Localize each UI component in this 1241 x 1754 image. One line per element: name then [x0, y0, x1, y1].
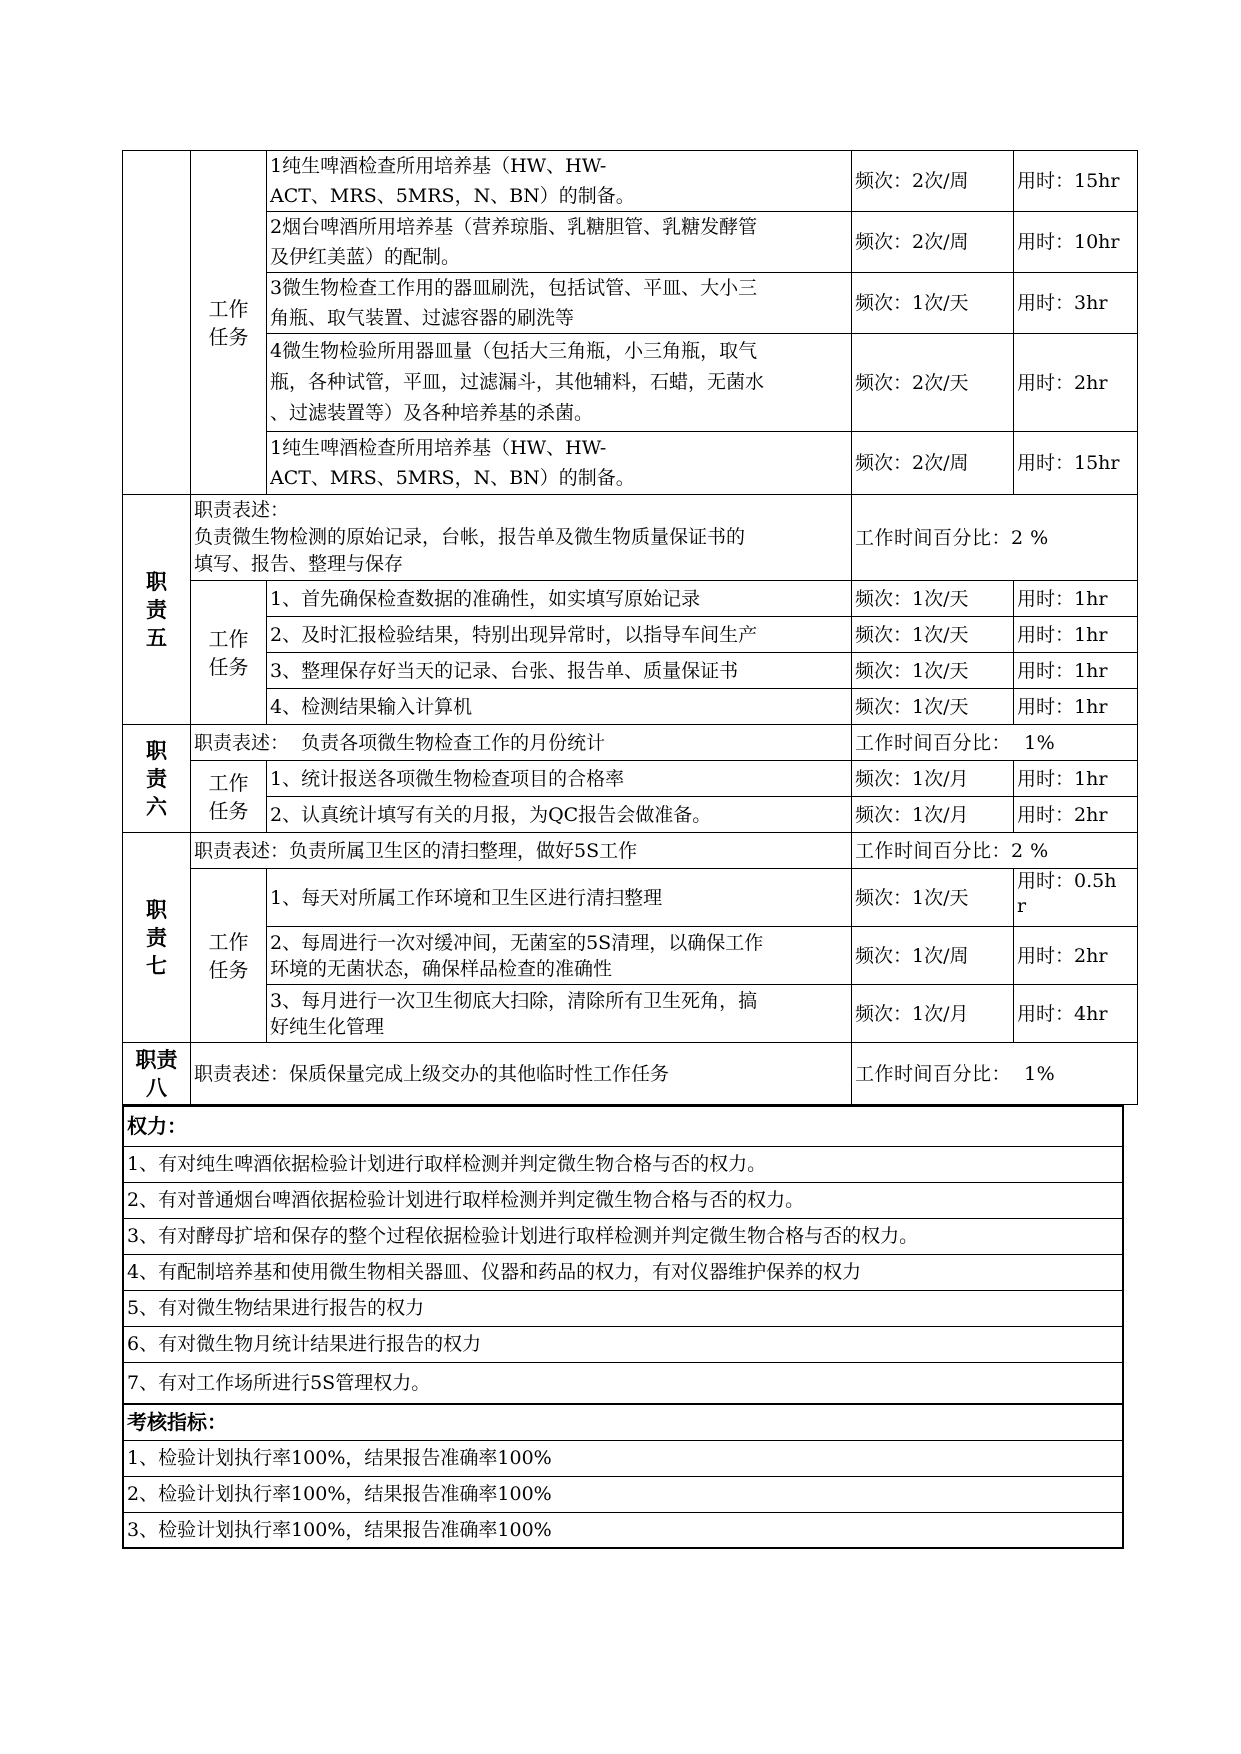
power-item-text: 4、有配制培养基和使用微生物相关器皿、仪器和药品的权力，有对仪器维护保养的权力 [123, 1254, 1123, 1290]
task-frequency: 频次：1次/月 [852, 761, 1014, 797]
duty-description: 职责表述： 负责各项微生物检查工作的月份统计 [191, 725, 852, 761]
kpi-heading-row [123, 1404, 1123, 1440]
table-row [123, 617, 1138, 653]
task-text: 4、检测结果输入计算机 [267, 689, 852, 725]
duty-description: 职责表述：保质保量完成上级交办的其他临时性工作任务 [191, 1043, 852, 1105]
kpi-item-text: 2、检验计划执行率100%，结果报告准确率100% [123, 1476, 1123, 1512]
kpi-item [123, 1476, 1123, 1512]
table-row [123, 273, 1138, 334]
task-frequency: 频次：1次/天 [852, 581, 1014, 617]
power-item [123, 1218, 1123, 1254]
task-time: 用时：1hr [1014, 689, 1138, 725]
table-row [123, 725, 1138, 761]
table-row [123, 797, 1138, 833]
power-item-text: 7、有对工作场所进行5S管理权力。 [123, 1362, 1123, 1404]
duty-description: 职责表述： 负责微生物检测的原始记录，台帐，报告单及微生物质量保证书的 填写、报告、整理与保存 [191, 495, 852, 581]
duty-four-label-cell [123, 151, 191, 495]
table-row [123, 985, 1138, 1043]
power-item [123, 1254, 1123, 1290]
task-frequency: 频次：1次/天 [852, 617, 1014, 653]
task-time: 用时：2hr [1014, 797, 1138, 833]
job-description-page [122, 150, 1124, 1549]
task-time: 用时：15hr [1014, 151, 1138, 212]
kpi-item-text: 3、检验计划执行率100%，结果报告准确率100% [123, 1512, 1123, 1548]
kpi-heading: 考核指标： [123, 1404, 1123, 1440]
task-frequency: 频次：1次/天 [852, 273, 1014, 334]
task-time: 用时：1hr [1014, 581, 1138, 617]
work-time-percentage: 工作时间百分比： 1% [852, 725, 1138, 761]
task-time: 用时：1hr [1014, 653, 1138, 689]
task-frequency: 频次：1次/月 [852, 985, 1014, 1043]
task-label: 工作 任务 [191, 151, 267, 495]
table-row [123, 653, 1138, 689]
table-row [123, 833, 1138, 869]
powers-heading: 权力： [123, 1106, 1123, 1146]
power-item [123, 1326, 1123, 1362]
table-row [123, 869, 1138, 927]
task-time: 用时：1hr [1014, 617, 1138, 653]
task-frequency: 频次：2次/周 [852, 151, 1014, 212]
table-row [123, 927, 1138, 985]
task-text: 2、认真统计填写有关的月报，为QC报告会做准备。 [267, 797, 852, 833]
work-time-percentage: 工作时间百分比： 1% [852, 1043, 1138, 1105]
task-time: 用时：3hr [1014, 273, 1138, 334]
kpi-item-text: 1、检验计划执行率100%，结果报告准确率100% [123, 1440, 1123, 1476]
table-row [123, 689, 1138, 725]
power-item-text: 6、有对微生物月统计结果进行报告的权力 [123, 1326, 1123, 1362]
work-time-percentage: 工作时间百分比：2 % [852, 495, 1138, 581]
work-time-percentage: 工作时间百分比：2 % [852, 833, 1138, 869]
duty-label: 职 责 七 [123, 833, 191, 1043]
powers-kpi-table [122, 1105, 1124, 1549]
table-row [123, 761, 1138, 797]
task-text: 1、统计报送各项微生物检查项目的合格率 [267, 761, 852, 797]
power-item-text: 3、有对酵母扩培和保存的整个过程依据检验计划进行取样检测并判定微生物合格与否的权力。 [123, 1218, 1123, 1254]
task-text: 3、整理保存好当天的记录、台张、报告单、质量保证书 [267, 653, 852, 689]
table-row [123, 151, 1138, 212]
task-time: 用时：2hr [1014, 927, 1138, 985]
task-label: 工作 任务 [191, 869, 267, 1043]
table-row [123, 1043, 1138, 1105]
task-text: 1纯生啤酒检查所用培养基（HW、HW- ACT、MRS、5MRS，N、BN）的制备。 [267, 432, 852, 495]
task-text: 4微生物检验所用器皿量（包括大三角瓶，小三角瓶，取气 瓶，各种试管，平皿，过滤漏斗，其他辅料，石蜡，无菌水 、过滤装置等）及各种培养基的杀菌。 [267, 334, 852, 432]
task-frequency: 频次：1次/天 [852, 689, 1014, 725]
power-item-text: 5、有对微生物结果进行报告的权力 [123, 1290, 1123, 1326]
task-text: 2、及时汇报检验结果，特别出现异常时，以指导车间生产 [267, 617, 852, 653]
table-row [123, 495, 1138, 581]
duty-label: 职 责 六 [123, 725, 191, 833]
task-label: 工作 任务 [191, 761, 267, 833]
task-frequency: 频次：1次/天 [852, 869, 1014, 927]
task-text: 1、每天对所属工作环境和卫生区进行清扫整理 [267, 869, 852, 927]
table-row [123, 432, 1138, 495]
powers-heading-row [123, 1106, 1123, 1146]
task-frequency: 频次：2次/周 [852, 432, 1014, 495]
duties-table [122, 150, 1138, 1105]
kpi-item [123, 1440, 1123, 1476]
task-frequency: 频次：1次/周 [852, 927, 1014, 985]
task-time: 用时：1hr [1014, 761, 1138, 797]
duty-label: 职 责 五 [123, 495, 191, 725]
power-item-text: 1、有对纯生啤酒依据检验计划进行取样检测并判定微生物合格与否的权力。 [123, 1146, 1123, 1182]
task-time: 用时：4hr [1014, 985, 1138, 1043]
task-frequency: 频次：1次/月 [852, 797, 1014, 833]
power-item-text: 2、有对普通烟台啤酒依据检验计划进行取样检测并判定微生物合格与否的权力。 [123, 1182, 1123, 1218]
duty-description: 职责表述：负责所属卫生区的清扫整理，做好5S工作 [191, 833, 852, 869]
task-frequency: 频次：2次/天 [852, 334, 1014, 432]
table-row [123, 581, 1138, 617]
task-text: 3微生物检查工作用的器皿刷洗，包括试管、平皿、大小三 角瓶、取气装置、过滤容器的刷洗等 [267, 273, 852, 334]
table-row [123, 212, 1138, 273]
task-text: 2、每周进行一次对缓冲间，无菌室的5S清理，以确保工作 环境的无菌状态，确保样品检查的准确性 [267, 927, 852, 985]
task-text: 2烟台啤酒所用培养基（营养琼脂、乳糖胆管、乳糖发酵管 及伊红美蓝）的配制。 [267, 212, 852, 273]
task-text: 1纯生啤酒检查所用培养基（HW、HW- ACT、MRS、5MRS，N、BN）的制备。 [267, 151, 852, 212]
table-row [123, 334, 1138, 432]
duty-label: 职责 八 [123, 1043, 191, 1105]
task-time: 用时：15hr [1014, 432, 1138, 495]
task-frequency: 频次：1次/天 [852, 653, 1014, 689]
power-item [123, 1362, 1123, 1404]
task-text: 3、每月进行一次卫生彻底大扫除，清除所有卫生死角，搞 好纯生化管理 [267, 985, 852, 1043]
power-item [123, 1182, 1123, 1218]
task-frequency: 频次：2次/周 [852, 212, 1014, 273]
power-item [123, 1146, 1123, 1182]
task-time: 用时：2hr [1014, 334, 1138, 432]
task-text: 1、首先确保检查数据的准确性，如实填写原始记录 [267, 581, 852, 617]
task-time: 用时：10hr [1014, 212, 1138, 273]
task-time: 用时：0.5h r [1014, 869, 1138, 927]
kpi-item [123, 1512, 1123, 1548]
power-item [123, 1290, 1123, 1326]
task-label: 工作 任务 [191, 581, 267, 725]
